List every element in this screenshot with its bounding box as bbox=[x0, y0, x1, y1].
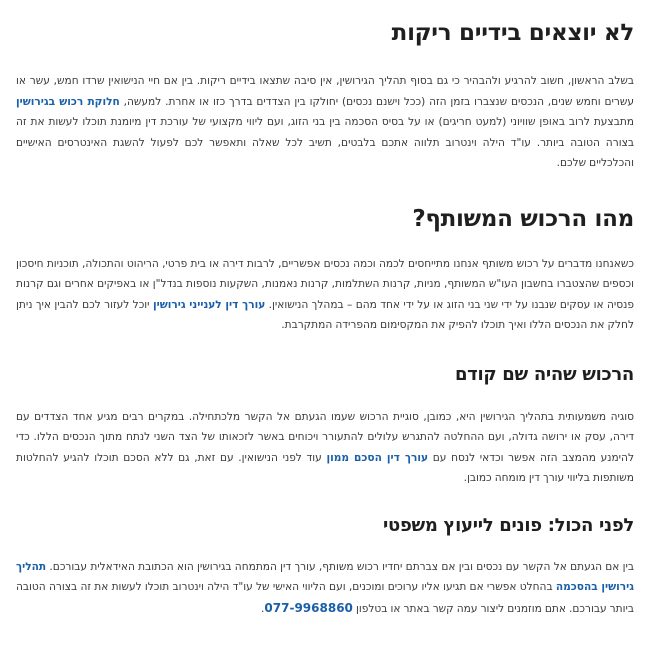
text-segment: בין אם הגעתם אל הקשר עם נכסים ובין אם צברתם יחדיו רכוש משותף, עורך דין המתמחה בגירושין הוא הכתובת האידאלית עבורכם. bbox=[46, 560, 634, 573]
heading-joint-property: מהו הרכוש המשותף? bbox=[412, 205, 634, 232]
heading-legal-advice: לפני הכול: פונים לייעוץ משפטי bbox=[383, 514, 634, 536]
text-segment: מתבצעת לרוב באופן שוויוני (למעט חריגים) או על בסיס הסכמה בין בני הזוג, ועם ליווי מקצועי של עורכת דין מיומנת תוכלו לעשות את זה בצורה הטובה ביותר. עו"ד הילה וינטרוב תלווה אתכם בלבטים, תשיב לכל שאלה ותאפשר לכם לפעול להשגת האינטרסים האישיים והכלכליים שלכם. bbox=[16, 116, 634, 169]
paragraph-joint-property bbox=[16, 254, 634, 336]
phone-link[interactable]: 077-9968860 bbox=[264, 600, 353, 615]
link-consensual-divorce[interactable]: תהליך גירושין בהסכמה bbox=[16, 560, 634, 593]
link-property-division[interactable]: חלוקת רכוש בגירושין bbox=[16, 95, 120, 108]
text-segment: בשלב הראשון, חשוב להרגיע ולהבהיר כי גם בסוף תהליך הגירושין, אין סיבה שתצאו בידיים ריקות. בין אם חיי הנישואין שרדו חמש, עשר או עשרים וחמש שנים, הנכסים שנצברו בזמן הזה (ככל וישנם נכסים) יחולקו בין הצדדים בדרך כזו או אחרת. למעשה, bbox=[16, 75, 634, 108]
paragraph-legal-advice bbox=[16, 557, 634, 620]
link-divorce-lawyer[interactable]: עורך דין לענייני גירושין bbox=[152, 298, 266, 311]
heading-empty-handed: לא יוצאים בידיים ריקות bbox=[391, 20, 634, 46]
text-segment: סוגיה משמעותית בתהליך הגירושין היא, כמובן, סוגיית הרכוש שעמו הגעתם אל הקשר מלכתחילה. במקרים רבים מגיע אחד הצדדים עם דירה, עסק או ירושה גדולה, ועם ההחלטה להתגרש עלולים להתעורר ויכוחים באשר לזכאותו של הצד השני לנתח מתוך הנכסים הללו. כדי להימנע מהמצב הזה אפשר וכדאי לנסח עם bbox=[16, 410, 634, 464]
link-prenup-lawyer[interactable]: עורך דין הסכם ממון bbox=[326, 451, 429, 464]
text-segment: בהחלט אפשרי אם תגיעו אליו ערוכים ומוכנים, ועם הליווי האישי של עו"ד הילה וינטרוב תוכלו לעשות את זה בצורה הטובה ביותר עבורכם. אתם מוזמנים ליצור עמה קשר באתר או בטלפון bbox=[16, 581, 634, 615]
text-segment: . bbox=[261, 602, 265, 615]
paragraph-prior-property bbox=[16, 407, 634, 489]
text-segment: עוד לפני הנישואין. עם זאת, גם ללא הסכם תוכלו להגיע להחלטות משותפות בליווי עורך דין מומחה כמובן. bbox=[16, 451, 634, 484]
heading-prior-property: הרכוש שהיה שם קודם bbox=[454, 363, 634, 385]
text-segment: יוכל לעזור לכם להבין איך ניתן לחלק את הנכסים הללו ואיך תוכלו להפיק את המקסימום מהפרידה המתקרבת. bbox=[16, 298, 634, 331]
paragraph-empty-handed bbox=[16, 71, 634, 174]
text-segment: כשאנחנו מדברים על רכוש משותף אנחנו מתייחסים לכמה וכמה נכסים אפשריים, לרבות דירה או בית פרטי, הריהוט והתכולה, תוכניות חיסכון וכספים שהצטברו בחשבון העו"ש המשותף, מניות, קרנות השתלמות, קרנות נאמנות, השקעות נוספות בנדל"ן או באפיקים אחרים וגם קרנות פנסיה או עסקים שנבנו על ידי שני בני הזוג או על ידי אחד מהם – במהלך הנישואין. bbox=[16, 257, 635, 311]
